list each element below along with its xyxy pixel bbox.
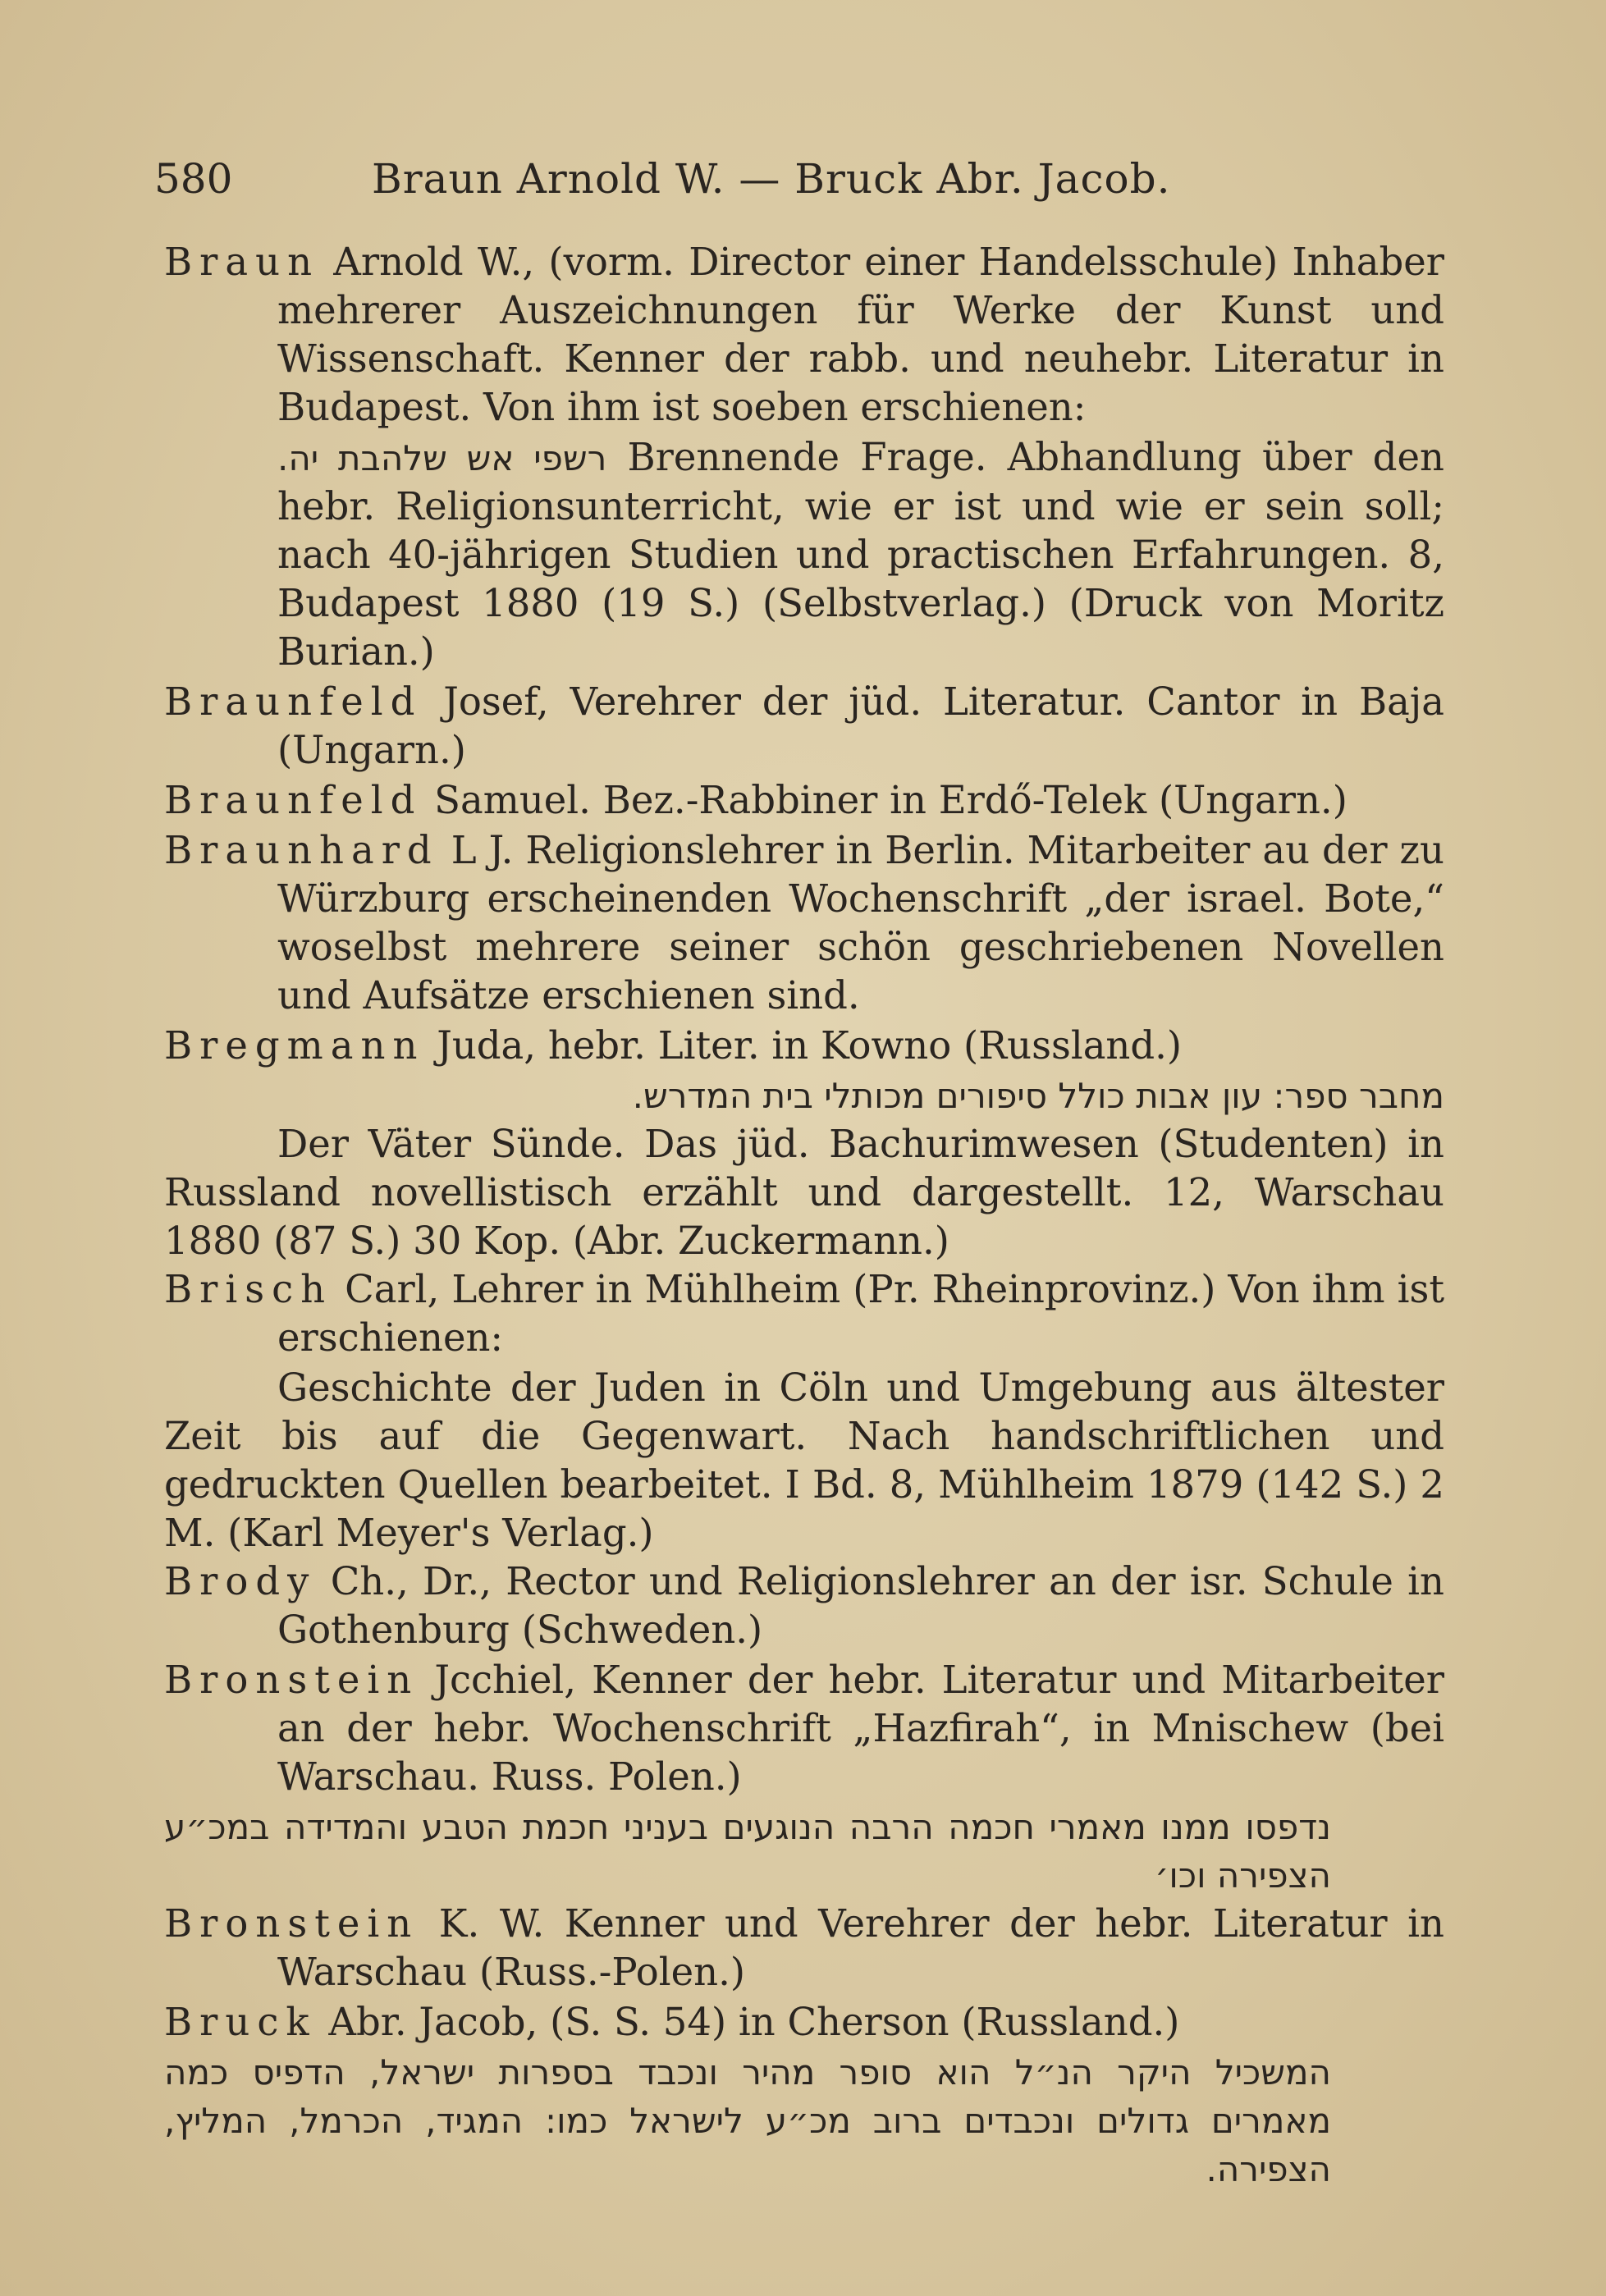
entry-text: Samuel. Bez.-Rabbiner in Erdő-Telek (Ungarn.) xyxy=(434,778,1347,822)
entry-text: Josef, Verehrer der jüd. Literatur. Cantor in Baja (Ungarn.) xyxy=(277,679,1444,772)
entry-text: K. W. Kenner und Verehrer der hebr. Literatur in Warschau (Russ.-Polen.) xyxy=(277,1901,1445,1994)
entry-name: Braunhard xyxy=(164,828,439,872)
entry-text: Juda, hebr. Liter. in Kowno (Russland.) xyxy=(437,1023,1183,1068)
running-header xyxy=(154,154,1320,204)
entry-bregmann xyxy=(164,1022,1444,1070)
entry-text: Carl, Lehrer in Mühlheim (Pr. Rheinprovinz.) Von ihm ist erschienen: xyxy=(277,1267,1445,1360)
entry-name: Brisch xyxy=(164,1267,333,1311)
entry-name: Braun xyxy=(164,240,320,284)
entry-work-text: Der Väter Sünde. Das jüd. Bachurimwesen (Studenten) in Russland novellistisch erzählt und dargestellt. 12, Warschau 1880 (87 S.) 30 Kop. (Abr. Zuckermann.) xyxy=(164,1122,1444,1263)
entry-brody xyxy=(164,1557,1444,1654)
entry-bronstein-kw xyxy=(164,1900,1444,1996)
entry-text: Arnold W., (vorm. Director einer Handelsschule) Inhaber mehrerer Auszeichnungen für Werke der Kunst und Wissenschaft. Kenner der rabb. und neuhebr. Literatur in Budapest. Von ihm ist soeben erschienen: xyxy=(277,240,1445,429)
hebrew-title: רשפי אש שלהבת יה. xyxy=(277,438,607,478)
hebrew-title: מחבר ספר: עון אבות כולל סיפורים מכותלי בית המדרש. xyxy=(632,1076,1444,1116)
hebrew-note: המשכיל היקר הנ״ל הוא סופר מהיר ונכבד בספרות ישראל, הדפיס כמה מאמרים גדולים ונכבדים ברוב מכ״ע לישראל כמו: המגיד, הכרמל, המליץ, הצפירה. xyxy=(164,2052,1331,2189)
entry-name: Braunfeld xyxy=(164,778,423,822)
entry-text: Ch., Dr., Rector und Religionslehrer an der isr. Schule in Gothenburg (Schweden.) xyxy=(277,1559,1444,1652)
entry-name: Bronstein xyxy=(164,1658,419,1702)
entry-bronstein-jcchiel xyxy=(164,1656,1444,1801)
entry-text: L J. Religionslehrer in Berlin. Mitarbeiter au der zu Würzburg erscheinenden Wochenschrift „der israel. Bote,“ woselbst mehrere seiner schön geschriebenen Novellen und Aufsätze erschienen sind. xyxy=(277,828,1445,1018)
entry-work-text: Brennende Frage. Abhandlung über den hebr. Religionsunterricht, wie er ist und wie er sein soll; nach 40-jährigen Studien und practischen Erfahrungen. 8, Budapest 1880 (19 S.) (Selbstverlag.) (Druck von Moritz Burian.) xyxy=(277,435,1445,674)
entry-brisch xyxy=(164,1265,1444,1362)
entry-braun-arnold-work xyxy=(164,433,1444,676)
entry-text: Abr. Jacob, (S. S. 54) in Cherson (Russland.) xyxy=(328,2000,1180,2044)
entry-work-text: Geschichte der Juden in Cöln und Umgebung aus ältester Zeit bis auf die Gegenwart. Nach handschriftlichen und gedruckten Quellen bearbeitet. I Bd. 8, Mühlheim 1879 (142 S.) 2 M. (Karl Meyer's Verlag.) xyxy=(164,1365,1444,1555)
page-number: 580 xyxy=(154,155,233,203)
entry-name: Brody xyxy=(164,1559,317,1603)
entry-name: Bregmann xyxy=(164,1023,425,1068)
hebrew-note: נדפסו ממנו מאמרי חכמה הרבה הנוגעים בעניני חכמת הטבע והמדידה במכ״ע הצפירה וכו׳ xyxy=(164,1807,1331,1896)
entry-braun-arnold xyxy=(164,238,1444,432)
entry-braunhard xyxy=(164,826,1444,1020)
lexicon-entries xyxy=(164,238,1444,2193)
running-title: Braun Arnold W. — Bruck Abr. Jacob. xyxy=(372,155,1171,203)
entry-braunfeld-josef xyxy=(164,678,1444,775)
entry-text: Jcchiel, Kenner der hebr. Literatur und Mitarbeiter an der hebr. Wochenschrift „Hazfirah“, in Mnischew (bei Warschau. Russ. Polen.) xyxy=(277,1658,1444,1799)
entry-name: Bronstein xyxy=(164,1901,419,1946)
entry-name: Braunfeld xyxy=(164,679,423,724)
entry-name: Bruck xyxy=(164,2000,317,2044)
entry-bruck xyxy=(164,1998,1444,2047)
entry-braunfeld-samuel xyxy=(164,776,1444,825)
